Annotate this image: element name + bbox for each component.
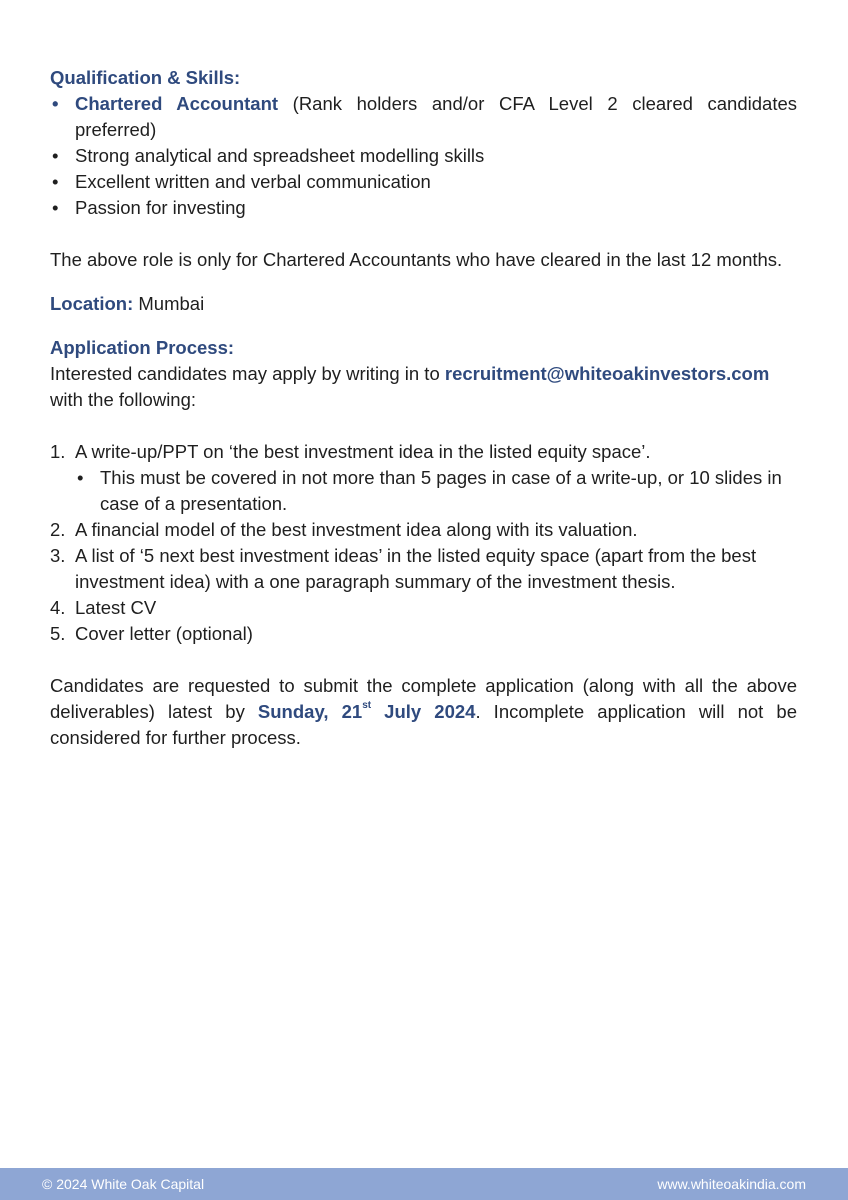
application-heading: Application Process:	[50, 337, 235, 358]
location-value: Mumbai	[133, 293, 205, 314]
list-item	[50, 595, 797, 621]
step-number: 2.	[50, 519, 66, 540]
list-item	[50, 195, 797, 221]
step-number: 3.	[50, 545, 66, 566]
bullet-icon: •	[52, 171, 59, 192]
deadline-text: Candidates are requested to submit the complete application (along with all the above deliverables) latest by	[50, 675, 797, 722]
deadline-date	[258, 701, 476, 722]
step-sub-text: This must be covered in not more than 5 pages in case of a write-up, or 10 slides in case of a presentation.	[100, 467, 782, 514]
list-item	[50, 621, 797, 647]
list-item	[75, 465, 797, 517]
list-item	[50, 169, 797, 195]
list-item-text: Passion for investing	[75, 197, 246, 218]
bullet-icon: •	[77, 467, 84, 488]
list-item-text: Excellent written and verbal communication	[75, 171, 431, 192]
footer-website-link[interactable]: www.whiteoakindia.com	[657, 1176, 806, 1192]
deadline-date-suffix: st	[362, 699, 372, 711]
step-text: A write-up/PPT on ‘the best investment idea in the listed equity space’.	[75, 441, 651, 462]
application-intro-after: with the following:	[50, 389, 197, 410]
list-item-strong: Chartered Accountant	[75, 93, 279, 114]
document-body	[50, 65, 797, 751]
list-item	[50, 439, 797, 517]
step-text: A list of ‘5 next best investment ideas’ in the listed equity space (apart from the best investment idea) with a one paragraph summary of the investment thesis.	[75, 545, 757, 592]
recruitment-email-link[interactable]: recruitment@whiteoakinvestors.com	[444, 363, 770, 384]
bullet-icon: •	[52, 93, 59, 114]
application-intro	[50, 361, 797, 413]
step-text: A financial model of the best investment idea along with its valuation.	[75, 519, 638, 540]
deadline-paragraph	[50, 673, 797, 751]
list-item-text: Strong analytical and spreadsheet modelling skills	[75, 145, 485, 166]
list-item	[50, 91, 797, 143]
application-steps	[50, 439, 797, 647]
list-item	[50, 543, 797, 595]
step-sub-list	[75, 465, 797, 517]
qualifications-heading: Qualification & Skills:	[50, 67, 241, 88]
location-label: Location:	[50, 293, 134, 314]
step-number: 5.	[50, 623, 66, 644]
deadline-date-day: Sunday, 21	[257, 701, 363, 722]
step-number: 1.	[50, 441, 66, 462]
page-footer	[0, 1168, 848, 1200]
list-item-text: (Rank holders and/or CFA Level 2 cleared candidates preferred)	[75, 93, 798, 140]
step-text: Latest CV	[75, 597, 157, 618]
step-text: Cover letter (optional)	[75, 623, 253, 644]
step-number: 4.	[50, 597, 66, 618]
role-note: The above role is only for Chartered Accountants who have cleared in the last 12 months.	[50, 249, 783, 270]
location-line	[50, 291, 797, 317]
deadline-date-rest: July 2024	[371, 701, 476, 722]
footer-copyright: © 2024 White Oak Capital	[42, 1176, 205, 1192]
application-intro-text: Interested candidates may apply by writing in to	[50, 363, 445, 384]
list-item	[50, 143, 797, 169]
bullet-icon: •	[52, 145, 59, 166]
deadline-text-after: . Incomplete application will not be considered for further process.	[50, 701, 797, 748]
qualifications-list	[50, 91, 797, 221]
list-item	[50, 517, 797, 543]
bullet-icon: •	[52, 197, 59, 218]
